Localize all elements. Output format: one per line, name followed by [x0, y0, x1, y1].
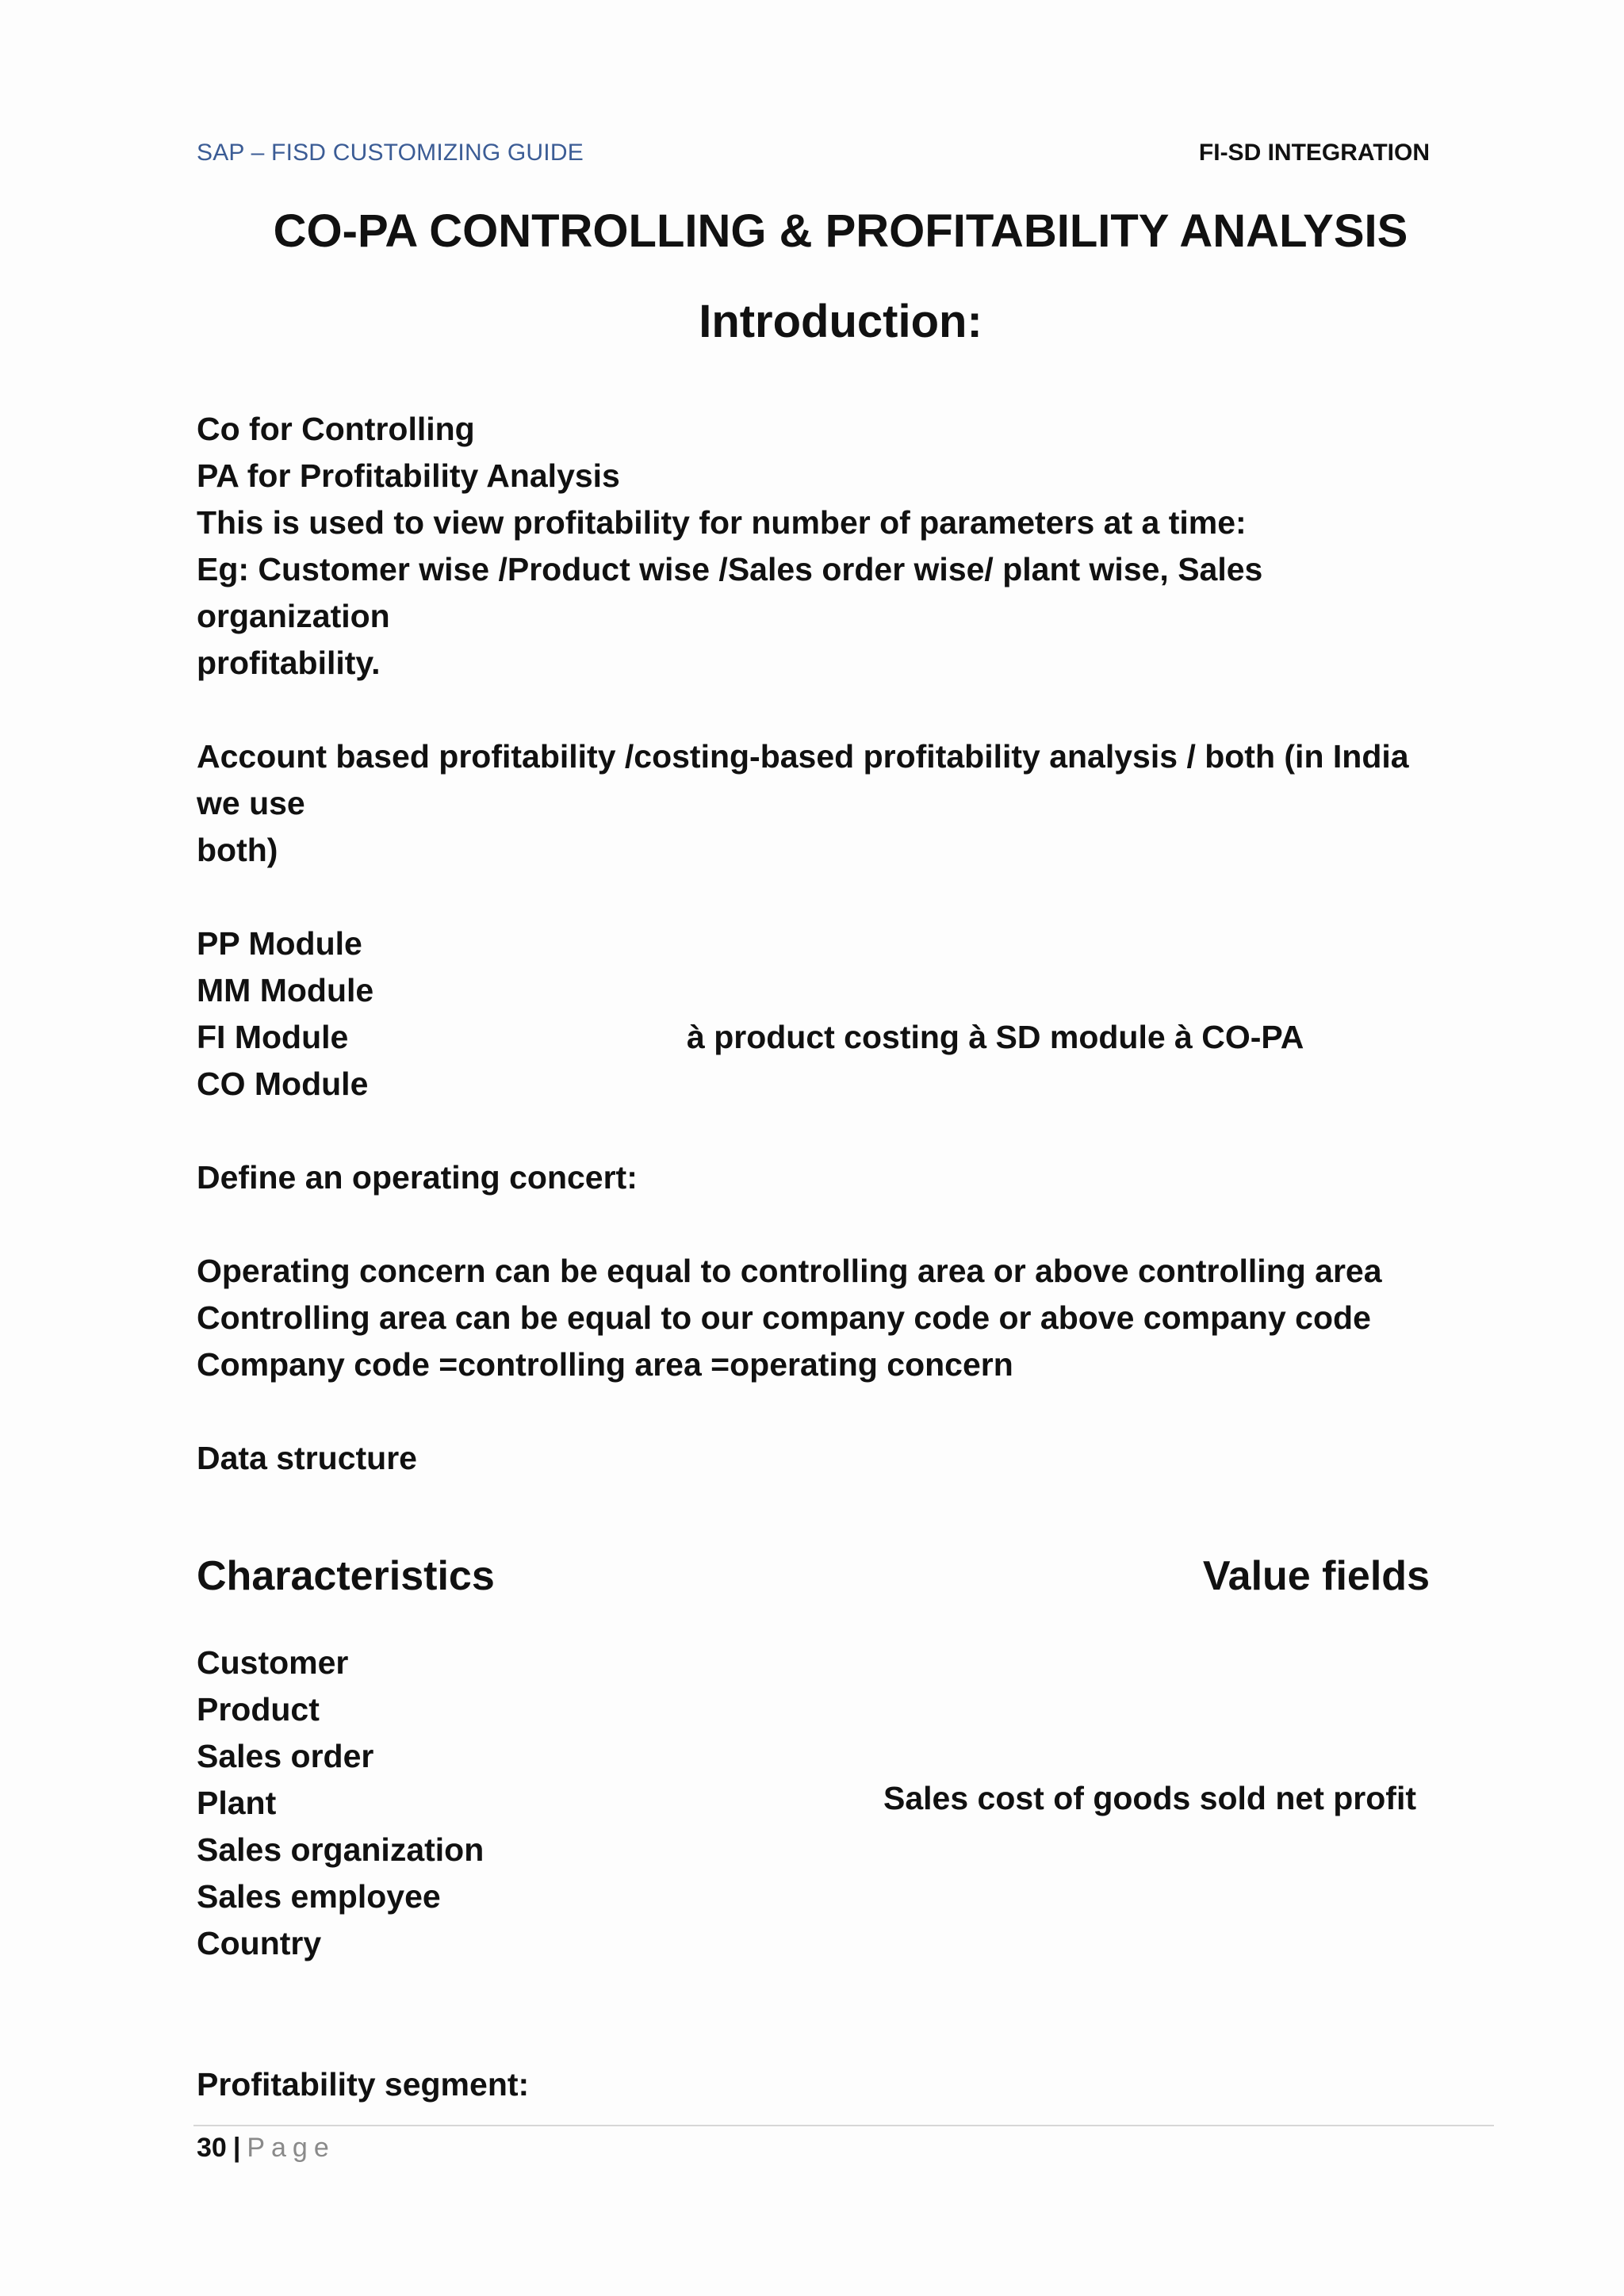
characteristic-item: Plant	[197, 1785, 277, 1821]
account-line: both)	[197, 832, 278, 868]
account-line: Account based profitability /costing-based profitability analysis / both (in India	[197, 738, 1409, 775]
module-item: PP Module	[197, 925, 362, 962]
page-subtitle: Introduction:	[699, 296, 982, 347]
characteristic-item: Sales order	[197, 1738, 374, 1774]
concern-line: Company code =controlling area =operating concern	[197, 1346, 1013, 1383]
characteristic-item: Customer	[197, 1644, 349, 1681]
intro-line: PA for Profitability Analysis	[197, 457, 620, 494]
characteristic-item: Sales employee	[197, 1878, 441, 1915]
header-document-title: SAP – FISD CUSTOMIZING GUIDE	[197, 140, 584, 166]
module-flow: à product costing à SD module à CO-PA	[687, 1019, 1304, 1055]
characteristics-heading: Characteristics	[197, 1553, 495, 1599]
page-number: 30	[197, 2133, 227, 2163]
characteristic-item: Product	[197, 1691, 320, 1728]
module-item: CO Module	[197, 1066, 369, 1102]
define-heading: Define an operating concert:	[197, 1159, 638, 1196]
concern-line: Operating concern can be equal to controlling area or above controlling area	[197, 1253, 1382, 1289]
profitability-segment-heading: Profitability segment:	[197, 2066, 530, 2103]
characteristic-item: Sales organization	[197, 1831, 485, 1868]
footer-separator: |	[232, 2133, 241, 2163]
module-item: FI Module	[197, 1019, 349, 1055]
value-fields-heading: Value fields	[1202, 1553, 1430, 1599]
intro-line: organization	[197, 598, 390, 634]
page-title: CO-PA CONTROLLING & PROFITABILITY ANALYSIS	[273, 205, 1408, 257]
value-fields-text: Sales cost of goods sold net profit	[883, 1780, 1416, 1816]
account-line: we use	[197, 785, 305, 821]
footer-divider	[193, 2125, 1494, 2126]
intro-line: Eg: Customer wise /Product wise /Sales order wise/ plant wise, Sales	[197, 551, 1263, 587]
data-structure-label: Data structure	[197, 1440, 417, 1476]
page-label: Page	[247, 2133, 335, 2163]
concern-line: Controlling area can be equal to our company code or above company code	[197, 1299, 1371, 1336]
intro-line: Co for Controlling	[197, 411, 475, 447]
intro-line: This is used to view profitability for number of parameters at a time:	[197, 504, 1247, 541]
module-item: MM Module	[197, 972, 374, 1008]
characteristic-item: Country	[197, 1925, 322, 1961]
intro-line: profitability.	[197, 645, 381, 681]
page-footer	[197, 2133, 335, 2164]
header-section-label: FI-SD INTEGRATION	[1198, 140, 1430, 166]
